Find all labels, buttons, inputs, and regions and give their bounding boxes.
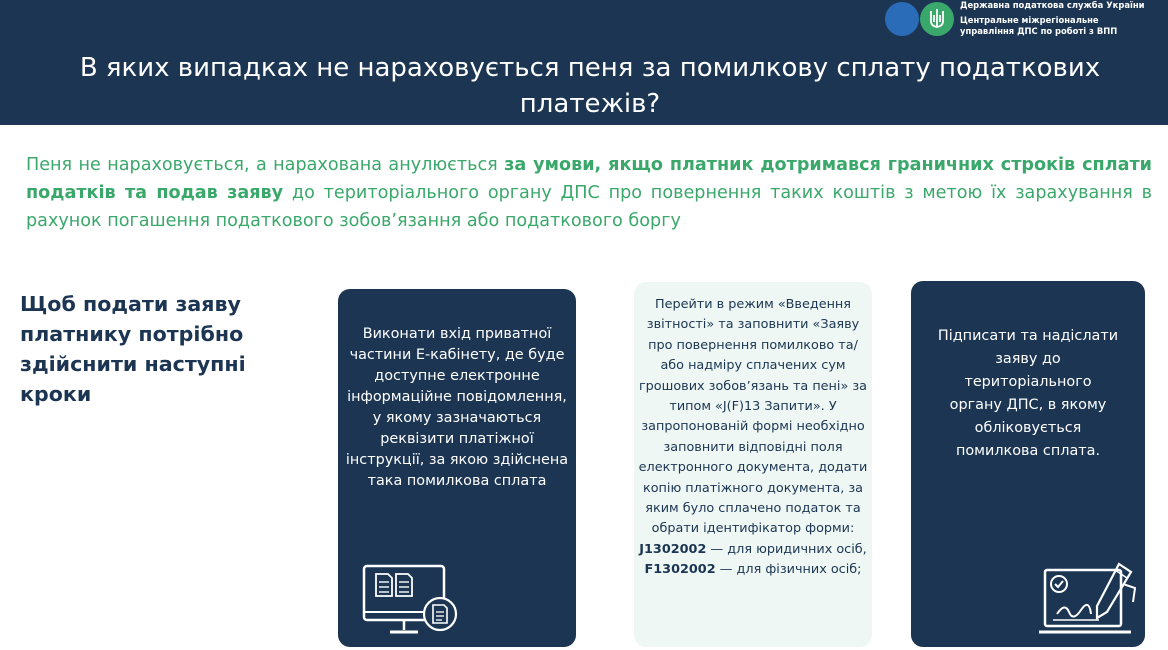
signed-document-pen-icon xyxy=(1037,562,1141,642)
intro-text-end: до територіального органу ДПС про повернення таких коштів з метою їх зарахування в рахунок погашення податкового зобов’язання або податкового боргу xyxy=(26,183,1153,231)
agency-logo-blue-circle xyxy=(885,2,919,36)
step2-text-part1: Перейти в режим «Введення звітності» та заповнити «Заяву про повернення помилково та/або надміру сплачених сум грошових зобов’язань та пені» за типом «J(F)13 Запити». У запропонованій формі необхідно заповнити відповідні поля електронного документа, додати копію платіжного документа, за яким було сплачено податок та обрати ідентифікатор форми: xyxy=(638,297,868,537)
step-card-sign-send xyxy=(911,281,1145,647)
step-card-login xyxy=(338,289,576,647)
step2-text-part2: — для юридичних осіб, xyxy=(706,541,867,557)
agency-name-line2: Центральне міжрегіональне xyxy=(960,15,1099,25)
agency-name xyxy=(960,0,1165,37)
step-card-login-text: Виконати вхід приватної частини Е-кабінету, де буде доступне електронне інформаційне повідомлення, у якому зазначаються реквізити платіжної інструкції, за якою здійснена така помилкова сплата xyxy=(345,326,569,489)
page-title: В яких випадках не нараховується пеня за помилкову сплату податкових платежів? xyxy=(79,53,1101,119)
agency-name-line3: управління ДПС по роботі з ВПП xyxy=(960,26,1118,36)
legal-entity-form-code: J1302002 xyxy=(639,541,707,557)
intro-condition-emphasis: за умови, якщо платник дотримався граничних строків сплати податків та подав заяву xyxy=(26,155,1152,203)
computer-documents-icon xyxy=(360,562,458,642)
step-card-fill-application-text xyxy=(638,295,868,581)
individual-form-code: F1302002 xyxy=(644,562,716,578)
step-card-sign-send-text: Підписати та надіслати заяву до територіального органу ДПС, в якому обліковується помилкова сплата. xyxy=(937,328,1119,459)
header-banner xyxy=(0,0,1168,125)
intro-text-start: Пеня не нараховується, а нарахована анулюється xyxy=(26,155,505,175)
steps-heading: Щоб подати заяву платнику потрібно здійснити наступні кроки xyxy=(20,292,246,406)
trident-emblem-icon xyxy=(920,2,954,36)
agency-name-line1: Державна податкова служба України xyxy=(960,0,1145,10)
step2-text-part3: — для фізичних осіб; xyxy=(715,562,862,578)
step-card-fill-application xyxy=(634,282,872,647)
intro-paragraph xyxy=(26,151,1152,235)
